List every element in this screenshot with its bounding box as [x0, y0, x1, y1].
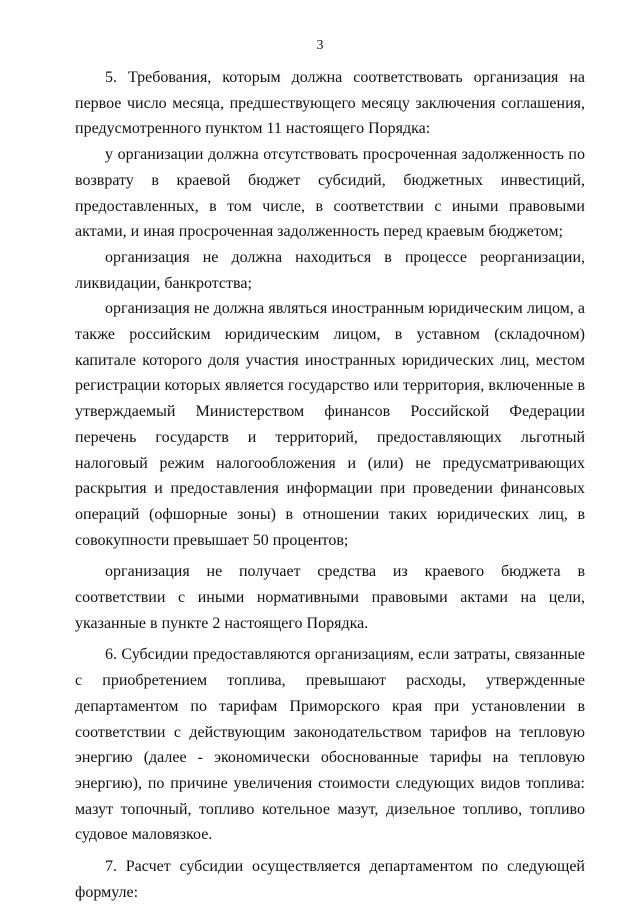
paragraph-5-requirements: 5. Требования, которым должна соответствовать организация на первое число месяца, предшествующего месяцу заключения соглашения, предусмотренного пунктом 11 настоящего Порядка:: [75, 69, 585, 138]
paragraph-6-subsidies: 6. Субсидии предоставляются организациям, если затраты, связанные с приобретением топлива, превышают расходы, утвержденные департаментом по тарифам Приморского края при установлении в соответствии с действующим законодательством тарифов на тепловую энергию (далее - экономически обоснованные тарифы на тепловую энергию), по причине увеличения стоимости следующих видов топлива: мазут топочный, топливо котельное мазут, дизельное топливо, топливо судовое маловязкое.: [75, 646, 585, 844]
page-number: 3: [316, 38, 324, 53]
document-body: [75, 65, 585, 906]
paragraph-no-other-funding: организация не получает средства из краевого бюджета в соответствии с иными нормативными правовыми актами на цели, указанные в пункте 2 настоящего Порядка.: [75, 563, 585, 632]
paragraph-no-reorganization: организация не должна находиться в процессе реорганизации, ликвидации, банкротства;: [75, 248, 585, 292]
paragraph-no-overdue-debt: у организации должна отсутствовать просроченная задолженность по возврату в краевой бюджет субсидий, бюджетных инвестиций, предоставленных, в том числе, в соответствии с иными правовыми актами, и иная просроченная задолженность перед краевым бюджетом;: [75, 146, 585, 241]
paragraph-7-calculation: 7. Расчет субсидии осуществляется департаментом по следующей формуле:: [75, 858, 585, 901]
paragraph-not-foreign-entity: организация не должна являться иностранным юридическим лицом, а также российским юридическим лицом, в уставном (складочном) капитале которого доля участия иностранных юридических лиц, местом регистрации которых является государство или территория, включенные в утверждаемый Министерством финансов Российской Федерации перечень государств и территорий, предоставляющих льготный налоговый режим налогообложения и (или) не предусматривающих раскрытия и предоставления информации при проведении финансовых операций (офшорные зоны) в отношении таких юридических лиц, в совокупности превышает 50 процентов;: [75, 300, 585, 549]
